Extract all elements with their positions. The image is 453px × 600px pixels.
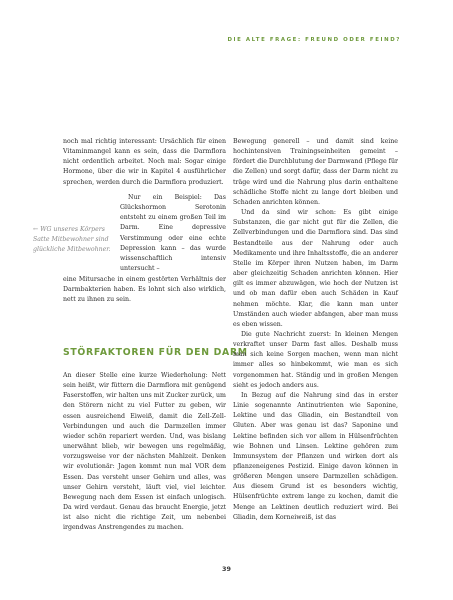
paragraph: noch mal richtig interessant: Ursächlich für einen Vitaminmangel kann es sein, dass die Darmflora nicht ordentlich arbeitet. Noch mal: Sogar einige Hormone, über die wir in Kapitel 4 ausführlicher sprechen, werden durch die Darmflora produziert. [63, 138, 226, 186]
paragraph: Und da sind wir schon: Es gibt einige Substanzen, die gar nicht gut für die Zellen, die Zellverbindungen und die Darmflora sind. Das sind Bestandteile aus der Nahrung oder auch Medikamente und ihre Inhaltsstoffe, die an anderer Stelle im Körper ihren Nutzen haben, im Darm aber gleichzeitig Schaden anrichten können. Hier gilt es immer abzuwägen, wie hoch der Nutzen ist und ob man dafür eben auch Schäden in Kauf nehmen möchte. Klar, die kann man unter Umständen auch wieder abfangen, aber man muss es eben wissen. [233, 209, 398, 328]
paragraph: Die gute Nachricht zuerst: In kleinen Mengen verkraftet unser Darm fast alles. Deshalb muss man sich keine Sorgen machen, wenn man nicht immer alles so hinbekommt, wie man es sich vorgenommen hat. Ständig und in großen Mengen sieht es jedoch anders aus. [233, 330, 398, 389]
arrow-left-icon: ← [33, 226, 39, 233]
running-header: DIE ALTE FRAGE: FREUND ODER FEIND? [227, 37, 401, 43]
right-column [233, 137, 398, 523]
left-column-paragraph-3 [63, 371, 226, 534]
paragraph: In Bezug auf die Nahrung sind das in erster Linie sogenannte Antinutrienten wie Saponine, Lektine und das Gliadin, ein Bestandteil von Gluten. Aber was genau ist das? Saponine und Lektine befinden sich vor allem in Hülsenfrüchten wie Bohnen und Linsen. Lektine gehören zum Immunsystem der Pflanzen und wirken dort als pflanzeneigenes Pestizid. Einige davon können in größeren Mengen unsere Darmzellen schädigen. Aus diesem Grund ist es besonders wichtig, Hülsenfrüchte extrem lange zu kochen, damit die Menge an Lektinen deutlich reduziert wird. Bei Gliadin, dem Korneiweiß, ist das [233, 391, 398, 521]
margin-note-title: WG unseres Körpers [40, 226, 105, 233]
margin-note-text: Satte Mitbewohner sind glückliche Mitbewohner. [33, 236, 111, 253]
section-heading: STÖRFAKTOREN FÜR DEN DARM [63, 347, 248, 358]
paragraph: Bewegung generell – und damit sind keine hochintensiven Trainingseinheiten gemeint – fördert die Durchblutung der Darmwand (Pflege für die Zellen) und sorgt dafür, dass der Darm nicht zu träge wird und die Nahrung plus darin enthaltene schädliche Stoffe nicht zu lange dort bleiben und Schaden anrichten können. [233, 138, 398, 206]
left-column-wrapped-paragraph [120, 193, 226, 274]
left-column-paragraph-1 [63, 137, 226, 188]
page-number: 39 [222, 565, 231, 573]
paragraph: An dieser Stelle eine kurze Wiederholung: Nett sein heißt, wir füttern die Darmflora mit genügend Faserstoffen, wir halten uns mit Zucker zurück, um den Störern nicht zu viel Futter zu geben, wir essen ausreichend Eiweiß, damit die Zell-Zell-Verbindungen und auch die Darmzellen immer wieder schön repariert werden. Und, was bislang unerwähnt blieb, wir bewegen uns regelmäßig, vorzugsweise vor der nächsten Mahlzeit. Denken wir evolutionär: Jagen kommt nun mal VOR dem Essen. Das versteht unser Gehirn und alles, was unser Gehirn versteht, läuft viel, viel leichter. Bewegung nach dem Essen ist einfach unlogisch. Da wird verdaut. Genau das braucht Energie, jetzt ist also nicht die richtige Zeit, um nebenbei irgendwas Anstrengendes zu machen. [63, 372, 226, 532]
margin-note [33, 225, 115, 255]
paragraph: Nur ein Beispiel: Das Glückshormon Serotonin entsteht zu einem großen Teil im Darm. Eine depressive Verstimmung oder eine echte Depression kann – das wurde wissenschaftlich intensiv untersucht – [120, 194, 226, 273]
left-column-paragraph-2-continued [63, 275, 226, 305]
paragraph: eine Mitursache in einem gestörten Verhältnis der Darmbakterien haben. Es lohnt sich also wirklich, nett zu ihnen zu sein. [63, 276, 226, 304]
